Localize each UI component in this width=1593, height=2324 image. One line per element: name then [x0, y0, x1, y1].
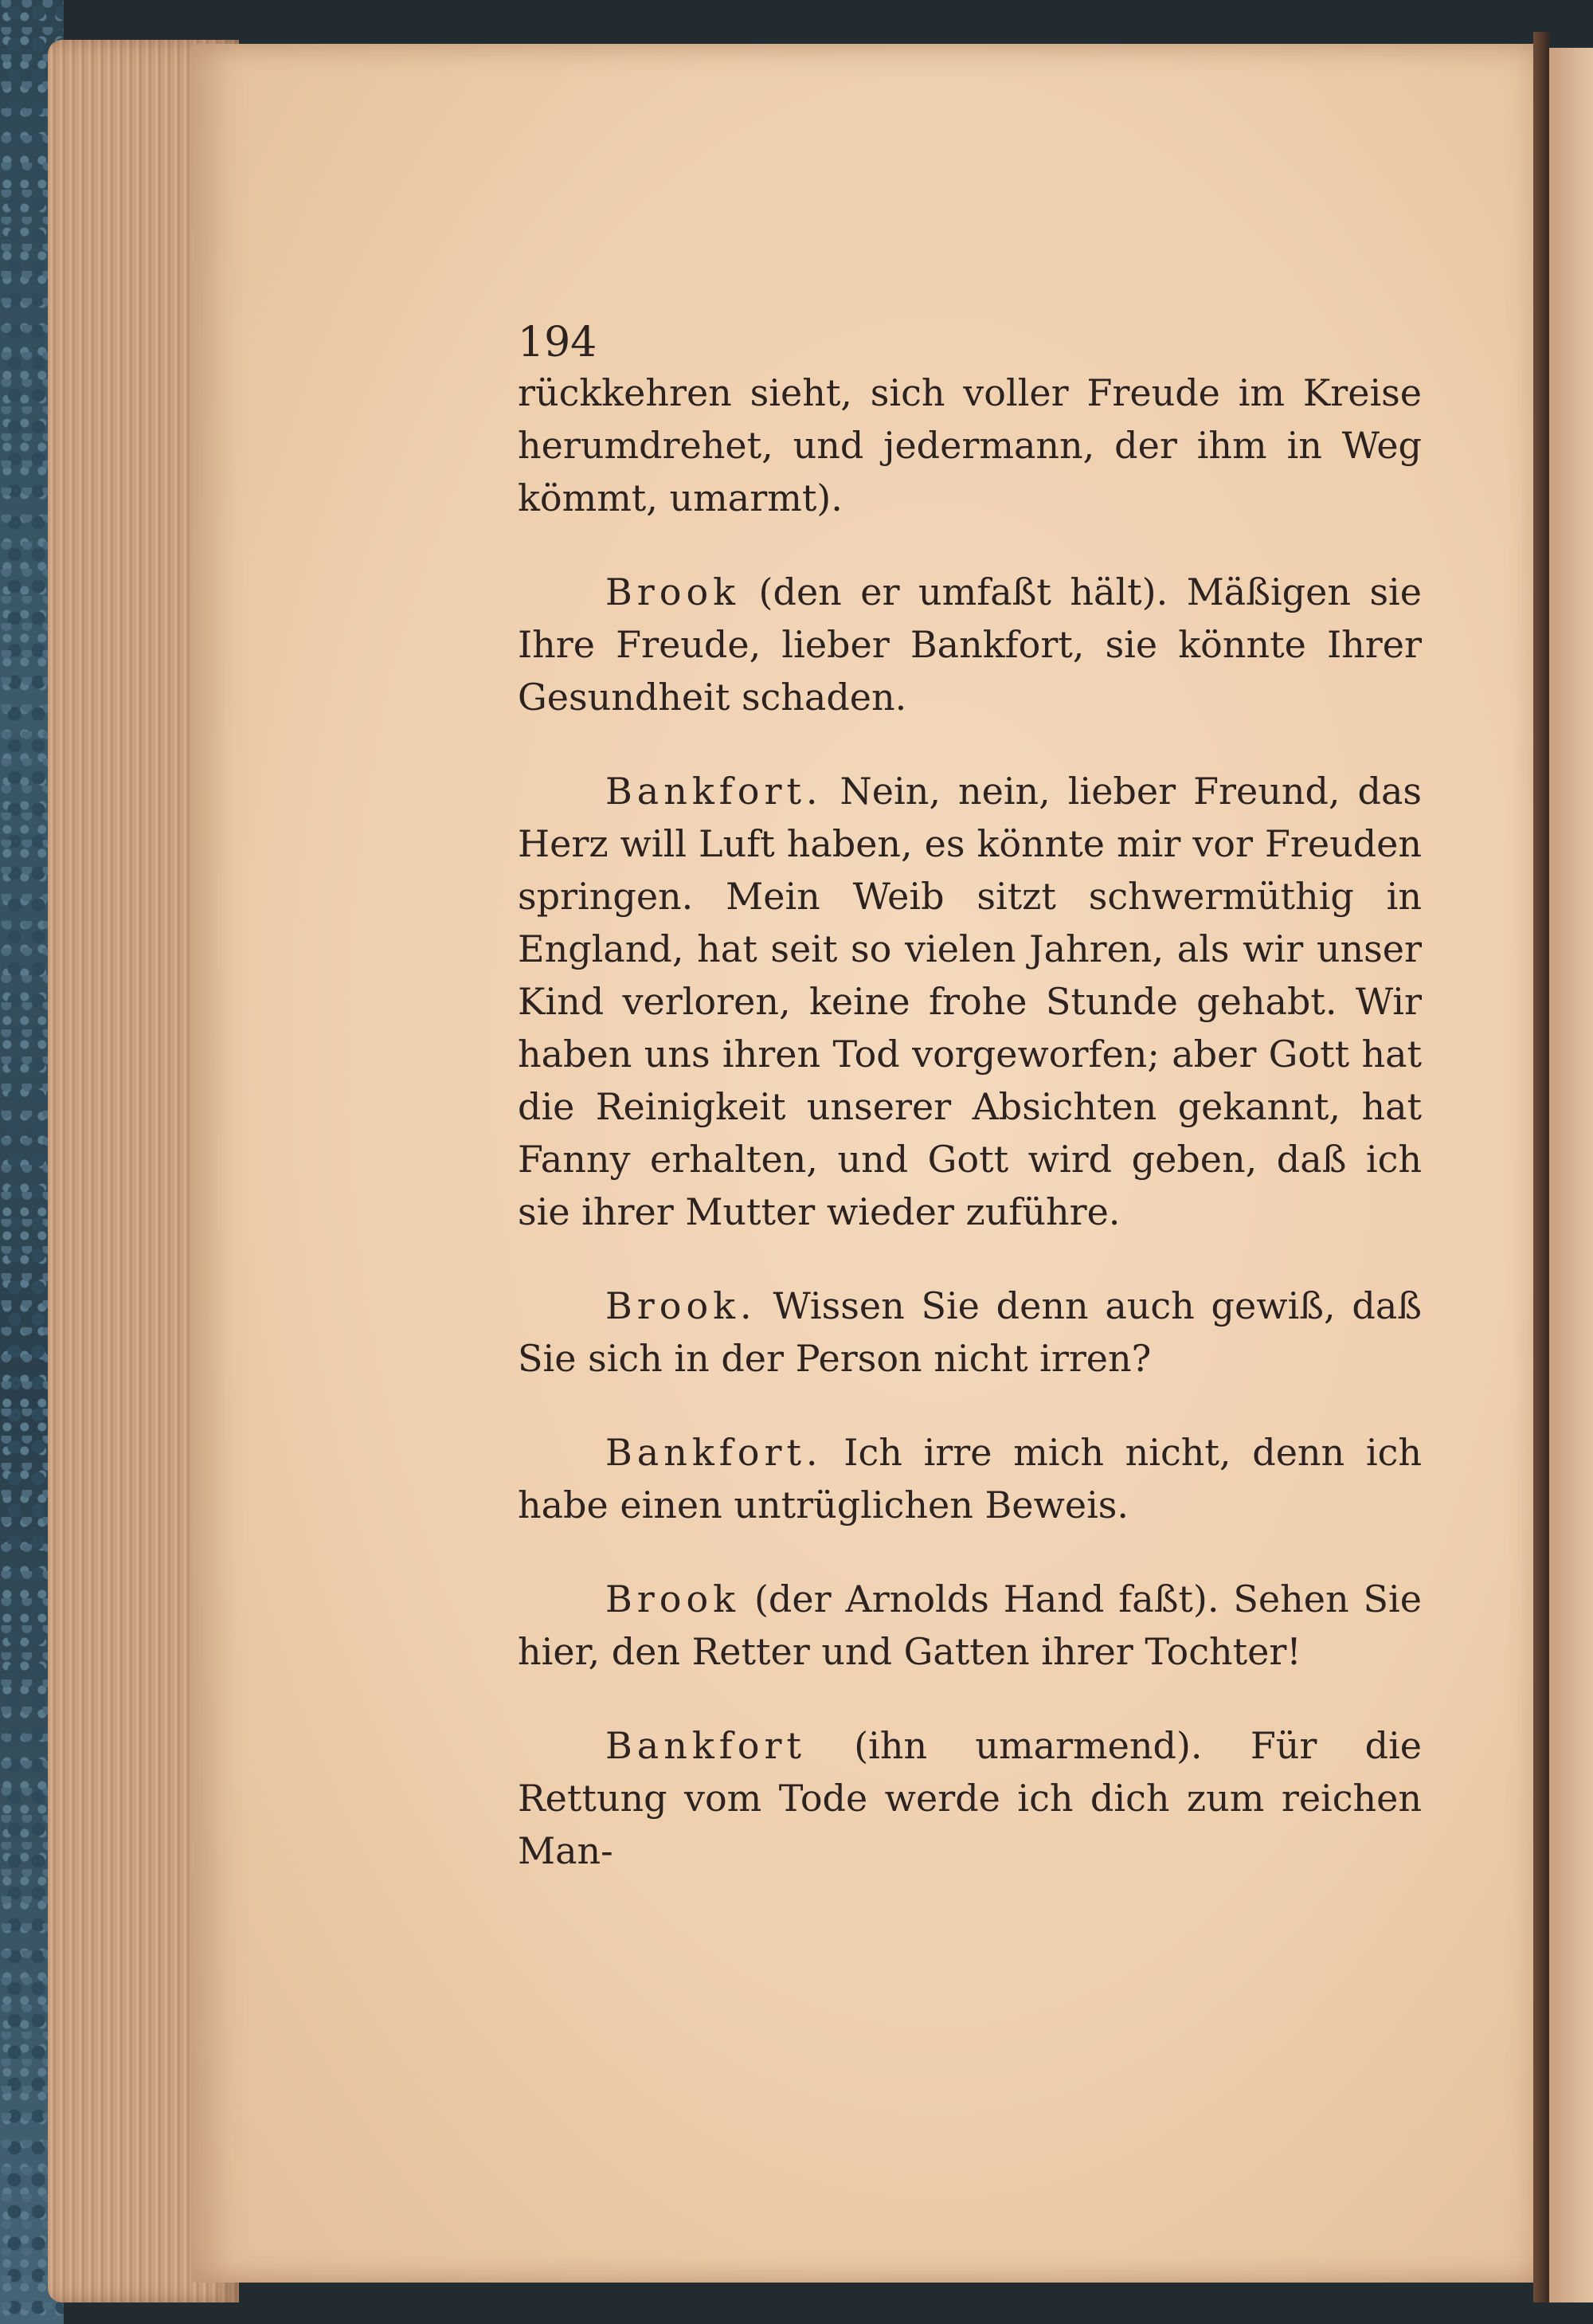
paragraph: [518, 366, 1422, 524]
speaker-name: Bankfort.: [605, 1431, 823, 1474]
paragraph-text: (ihn umarmend). Für die Rettung vom Tode werde ich dich zum reichen Man-: [518, 1724, 1422, 1872]
next-page-edge: [1549, 48, 1593, 2302]
paragraph-text: rückkehren sieht, sich voller Freude im Kreise herumdrehet, und jedermann, der ihm in Weg kömmt, umarmt).: [518, 371, 1422, 519]
page-number: 194: [518, 319, 597, 366]
paragraph-text: Ich irre mich nicht, denn ich habe einen untrüglichen Beweis.: [518, 1431, 1422, 1526]
speaker-name: Brook: [605, 570, 741, 613]
paragraph: [518, 1719, 1422, 1877]
paragraph: [518, 566, 1422, 723]
speaker-name: Brook.: [605, 1284, 757, 1327]
paragraph: [518, 1280, 1422, 1385]
paragraph: [518, 765, 1422, 1238]
paragraph-text: Wissen Sie denn auch gewiß, daß Sie sich in der Person nicht irren?: [518, 1284, 1422, 1380]
page-text: [518, 311, 1422, 1918]
paragraph-text: (der Arnolds Hand faßt). Sehen Sie hier, den Retter und Gatten ihrer Tochter!: [518, 1577, 1422, 1673]
speaker-name: Brook: [605, 1577, 741, 1621]
speaker-name: Bankfort.: [605, 770, 823, 813]
speaker-name: Bankfort: [605, 1724, 806, 1767]
paragraph-text: (den er umfaßt hält). Mäßigen sie Ihre Freude, lieber Bankfort, sie könnte Ihrer Gesundheit schaden.: [518, 570, 1422, 719]
paragraph: [518, 1426, 1422, 1531]
book-gutter: [1533, 32, 1549, 2302]
paragraph-text: Nein, nein, lieber Freund, das Herz will Luft haben, es könnte mir vor Freuden springen. Mein Weib sitzt schwermüthig in England, hat seit so vielen Jahren, als wir unser Kind verloren, keine frohe Stunde gehabt. Wir haben uns ihren Tod vorgeworfen; aber Gott hat die Reinigkeit unserer Absichten gekannt, hat Fanny erhalten, und Gott wird geben, daß ich sie ihrer Mutter wieder zuführe.: [518, 770, 1422, 1233]
paragraph: [518, 1573, 1422, 1678]
